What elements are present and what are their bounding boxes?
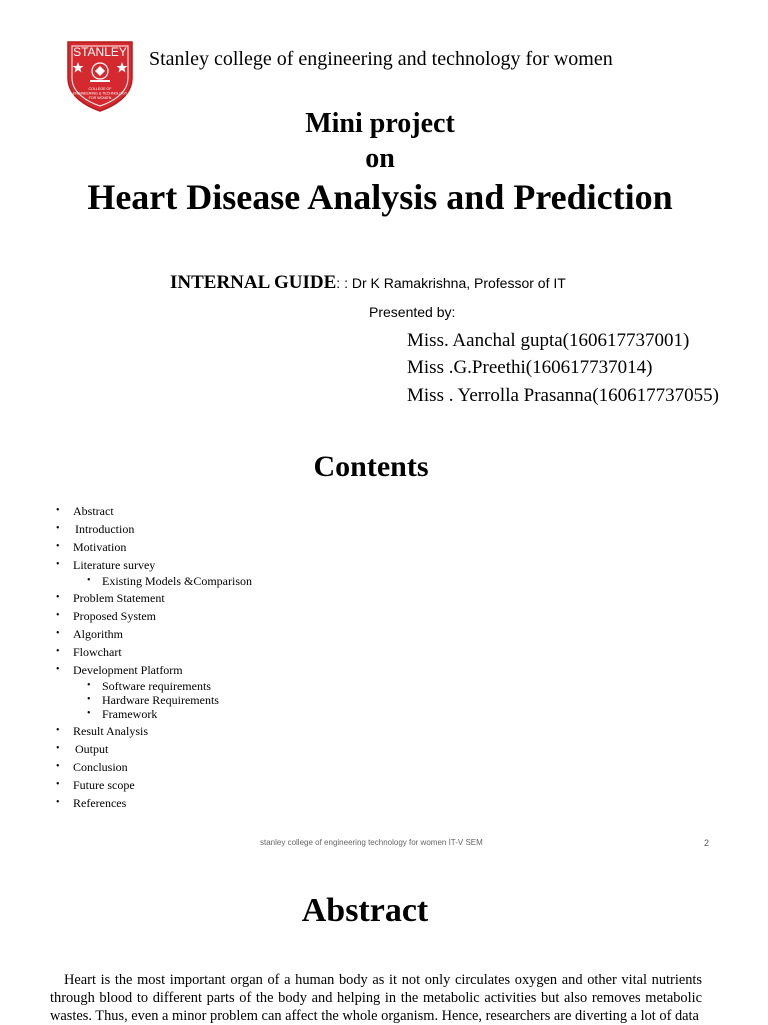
abstract-paragraph: Heart is the most important organ of a human body as it not only circulates oxygen and other vital nutrients through blood to different parts of the body and helping in the metabolic activities but also removes metabolic wastes. Thus, even a minor problem can affect the whole organism. Hence, researchers are diverting a lot of data <box>50 972 702 1024</box>
contents-item <box>56 589 252 607</box>
contents-item-label: Future scope <box>73 777 135 792</box>
mini-project-heading: Mini project <box>305 108 455 139</box>
contents-item-label: Literature survey <box>73 558 156 573</box>
contents-item <box>56 722 252 740</box>
internal-guide-separator: : : <box>336 275 352 291</box>
contents-item <box>56 758 252 776</box>
logo-text: STANLEY <box>73 45 127 59</box>
contents-item-label: Introduction <box>75 522 135 537</box>
contents-subitem-label: Existing Models &Comparison <box>102 574 252 589</box>
contents-subitem <box>56 679 252 693</box>
svg-text:COLLEGE OF: COLLEGE OF <box>88 87 112 91</box>
project-title: Heart Disease Analysis and Prediction <box>87 177 673 217</box>
contents-item <box>56 502 252 520</box>
contents-item <box>56 625 252 643</box>
contents-subitem-label: Software requirements <box>102 679 211 694</box>
presented-by-label: Presented by: <box>369 304 456 320</box>
contents-subitem <box>56 693 252 707</box>
contents-item <box>56 794 252 812</box>
contents-item-label: Conclusion <box>73 759 128 774</box>
contents-item-label: Problem Statement <box>73 590 165 605</box>
contents-list <box>56 502 252 812</box>
contents-item-label: Proposed System <box>73 608 157 623</box>
internal-guide-label: INTERNAL GUIDE <box>170 272 337 293</box>
contents-item <box>56 776 252 794</box>
mini-project-on: on <box>365 143 395 174</box>
internal-guide-name: Dr K Ramakrishna, Professor of IT <box>351 275 566 291</box>
contents-item-label: Algorithm <box>73 626 123 641</box>
contents-item-label: Development Platform <box>73 662 183 677</box>
team-member: Miss .G.Preethi(160617737014) <box>407 357 653 378</box>
contents-subitem-label: Framework <box>102 707 158 722</box>
contents-item <box>56 520 252 538</box>
contents-item-label: References <box>73 796 127 811</box>
svg-text:ENGINEERING & TECHNOLOGY: ENGINEERING & TECHNOLOGY <box>72 91 128 96</box>
slide-footer: stanley college of engineering technology for women IT-V SEM <box>260 838 483 847</box>
contents-item <box>56 661 252 679</box>
contents-heading: Contents <box>313 450 429 483</box>
contents-item <box>56 556 252 574</box>
contents-item <box>56 740 252 758</box>
contents-item-label: Flowchart <box>73 644 122 659</box>
team-member: Miss. Aanchal gupta(160617737001) <box>407 330 690 351</box>
page-number: 2 <box>704 838 710 848</box>
contents-subitem <box>56 574 252 588</box>
abstract-heading: Abstract <box>301 892 429 929</box>
contents-subitem-label: Hardware Requirements <box>102 693 219 708</box>
contents-item-label: Abstract <box>73 504 114 518</box>
college-logo <box>62 38 138 112</box>
contents-item <box>56 643 252 661</box>
contents-item-label: Output <box>75 741 109 756</box>
contents-item <box>56 607 252 625</box>
team-member: Miss . Yerrolla Prasanna(160617737055) <box>407 385 719 406</box>
internal-guide-row <box>170 272 566 294</box>
contents-item <box>56 538 252 556</box>
college-name: Stanley college of engineering and technology for women <box>149 48 613 70</box>
contents-subitem <box>56 707 252 721</box>
svg-text:FOR WOMEN: FOR WOMEN <box>88 96 112 100</box>
contents-item-label: Motivation <box>73 540 127 555</box>
contents-item-label: Result Analysis <box>73 723 149 738</box>
